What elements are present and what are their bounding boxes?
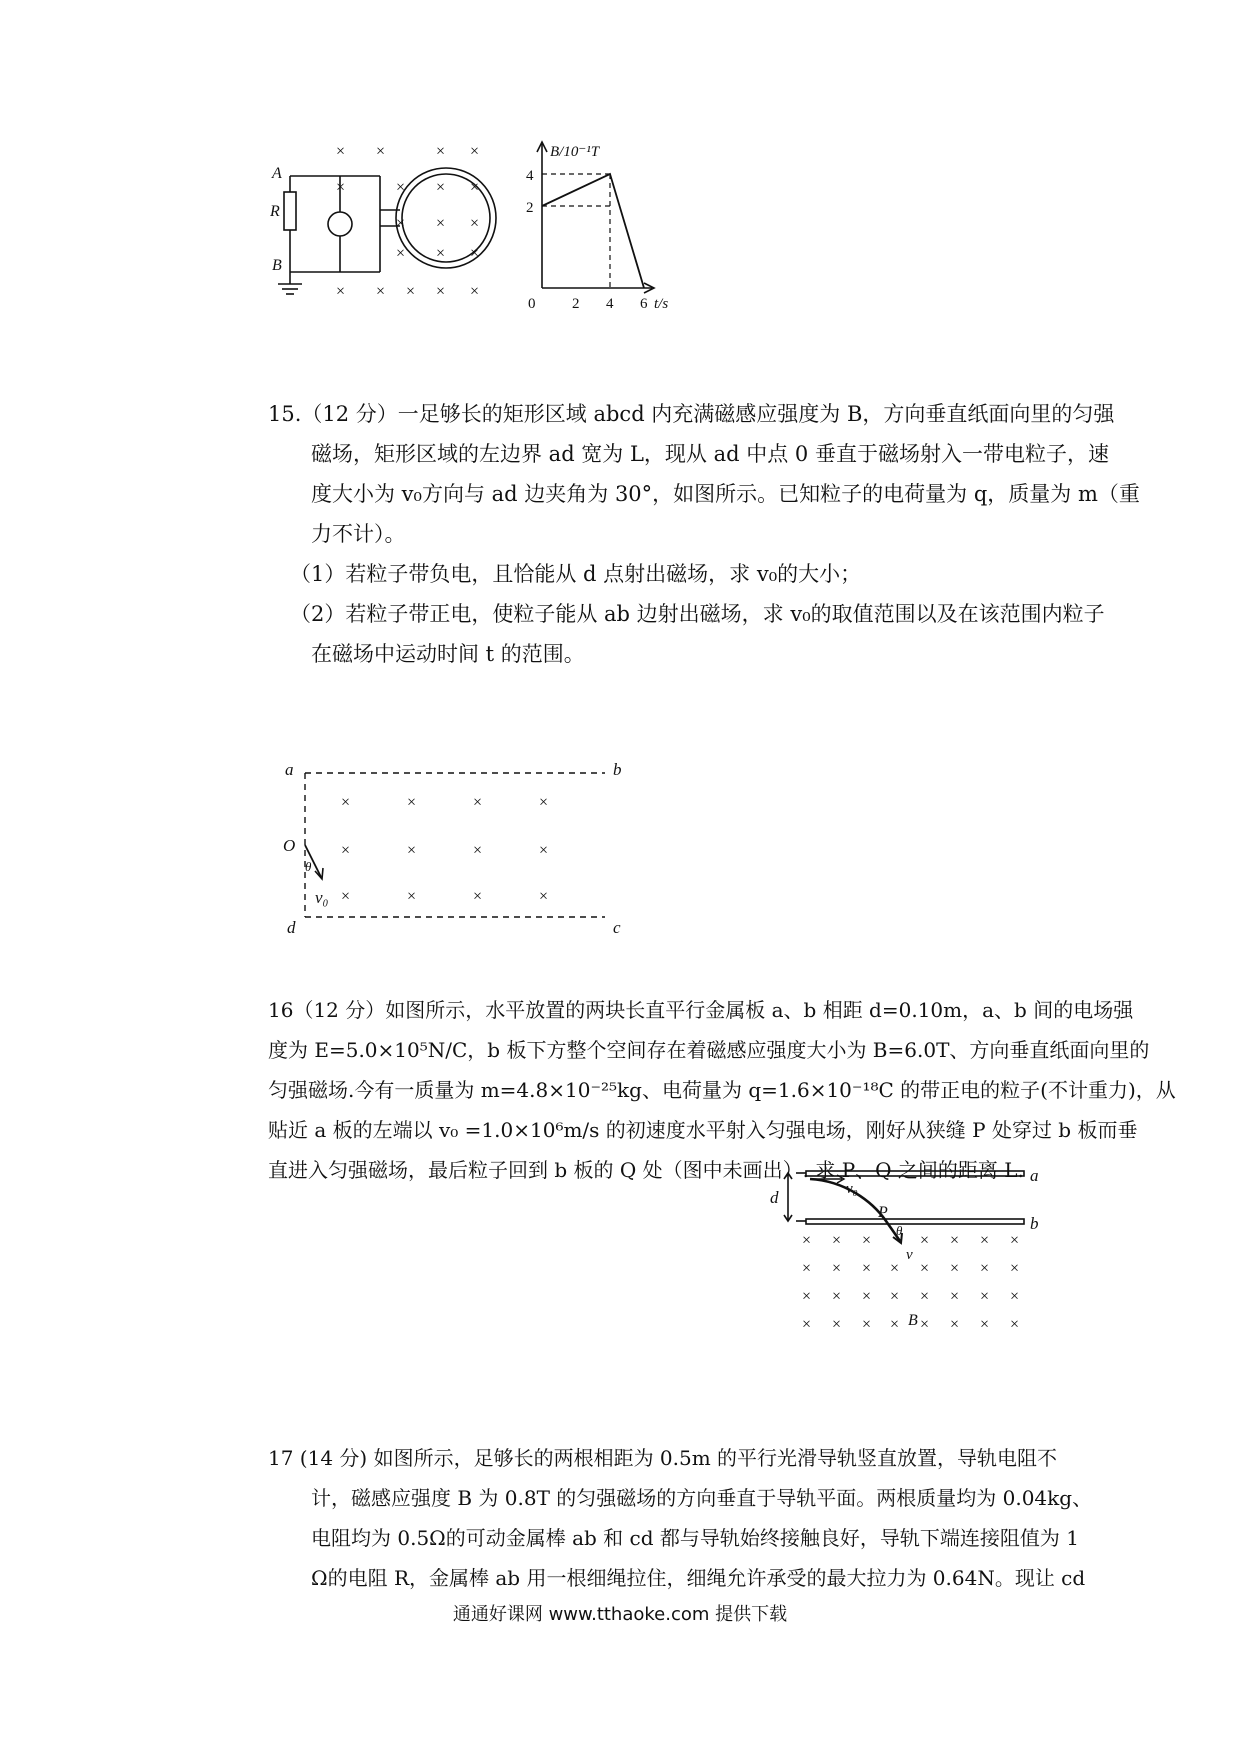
- q15-label-d: d: [287, 918, 296, 937]
- bt-graph-axes: [537, 142, 654, 293]
- bt-x-tick-2: 2: [572, 296, 580, 310]
- bt-graph-guides: [542, 174, 610, 288]
- label-R: R: [270, 203, 280, 220]
- svg-text:×: ×: [470, 215, 480, 232]
- coil-outer: [396, 168, 496, 268]
- svg-text:×: ×: [470, 179, 480, 196]
- resistor-symbol: [284, 192, 296, 230]
- svg-text:×: ×: [341, 842, 351, 859]
- svg-text:×: ×: [436, 283, 446, 300]
- bt-x-axis-label: t/s: [654, 296, 669, 310]
- svg-text:×: ×: [473, 888, 483, 905]
- bt-origin-label: 0: [528, 296, 536, 310]
- q15-label-theta: θ: [305, 859, 312, 874]
- svg-text:×: ×: [1010, 1316, 1020, 1333]
- svg-text:×: ×: [980, 1232, 990, 1249]
- svg-text:×: ×: [862, 1288, 872, 1305]
- q14-field-crosses: [336, 143, 479, 300]
- label-B: B: [272, 257, 282, 274]
- circuit-wires: [278, 168, 496, 294]
- label-A: A: [272, 165, 282, 182]
- q16-label-a: a: [1030, 1166, 1039, 1185]
- q15-line-1: 15.（12 分）一足够长的矩形区域 abcd 内充满磁感应强度为 B，方向垂直纸面向里的匀强: [268, 402, 1115, 426]
- svg-text:×: ×: [862, 1260, 872, 1277]
- svg-text:×: ×: [436, 179, 446, 196]
- question-17: [268, 1438, 1092, 1598]
- q15-label-O: O: [283, 836, 296, 855]
- svg-text:×: ×: [1010, 1288, 1020, 1305]
- q15-label-v0: v₀: [315, 888, 329, 907]
- question-15: [268, 394, 1140, 674]
- svg-text:×: ×: [341, 794, 351, 811]
- q15-part-2-cont: 在磁场中运动时间 t 的范围。: [311, 642, 585, 666]
- bt-y-tick-2: 2: [526, 200, 534, 216]
- q16-line-1: 16（12 分）如图所示，水平放置的两块长直平行金属板 a、b 相距 d=0.10m，a、b 间的电场强: [268, 998, 1134, 1022]
- q17-line-1: 17 (14 分) 如图所示，足够长的两根相距为 0.5m 的平行光滑导轨竖直放置，导轨电阻不: [268, 1446, 1058, 1470]
- svg-text:×: ×: [470, 245, 480, 262]
- q16-label-theta: θ: [896, 1223, 903, 1238]
- svg-text:×: ×: [376, 143, 386, 160]
- bt-x-tick-4: 4: [606, 296, 614, 310]
- q16-line-4: 贴近 a 板的左端以 v₀ =1.0×10⁶m/s 的初速度水平射入匀强电场，刚好从狭缝 P 处穿过 b 板而垂: [268, 1118, 1138, 1142]
- q15-part-1: （1）若粒子带负电，且恰能从 d 点射出磁场，求 v₀的大小；: [290, 562, 862, 586]
- q17-line-3: 电阻均为 0.5Ω的可动金属棒 ab 和 cd 都与导轨始终接触良好，导轨下端连接阻值为 1: [311, 1526, 1079, 1550]
- svg-text:×: ×: [436, 215, 446, 232]
- q14-circuit-figure: [270, 140, 750, 310]
- q16-label-P: P: [878, 1204, 888, 1221]
- q15-rect-field-figure: [275, 755, 655, 955]
- svg-text:×: ×: [407, 842, 417, 859]
- svg-text:×: ×: [920, 1288, 930, 1305]
- svg-text:×: ×: [980, 1288, 990, 1305]
- svg-text:×: ×: [862, 1232, 872, 1249]
- bt-x-tick-6: 6: [640, 296, 648, 310]
- svg-text:×: ×: [890, 1316, 900, 1333]
- q15-line-2: 磁场，矩形区域的左边界 ad 宽为 L，现从 ad 中点 0 垂直于磁场射入一带电粒子，速: [311, 442, 1109, 466]
- svg-text:×: ×: [539, 842, 549, 859]
- svg-text:×: ×: [341, 888, 351, 905]
- svg-text:×: ×: [336, 283, 346, 300]
- bt-y-axis-label: B/10⁻¹T: [550, 144, 600, 160]
- svg-text:×: ×: [396, 245, 406, 262]
- svg-text:×: ×: [832, 1316, 842, 1333]
- svg-text:×: ×: [890, 1260, 900, 1277]
- q16-line-3: 匀强磁场.今有一质量为 m=4.8×10⁻²⁵kg、电荷量为 q=1.6×10⁻¹⁸C 的带正电的粒子(不计重力)，从: [268, 1078, 1176, 1102]
- svg-text:×: ×: [473, 794, 483, 811]
- svg-text:×: ×: [407, 888, 417, 905]
- svg-text:×: ×: [980, 1260, 990, 1277]
- q15-part-2: （2）若粒子带正电，使粒子能从 ab 边射出磁场，求 v₀的取值范围以及在该范围内粒子: [290, 602, 1105, 626]
- svg-text:×: ×: [950, 1232, 960, 1249]
- svg-text:×: ×: [950, 1316, 960, 1333]
- svg-text:×: ×: [336, 179, 346, 196]
- q16-label-v: v: [906, 1247, 913, 1263]
- bt-y-tick-4: 4: [526, 168, 534, 184]
- svg-text:×: ×: [832, 1232, 842, 1249]
- q17-line-4: Ω的电阻 R，金属棒 ab 用一根细绳拉住，细绳允许承受的最大拉力为 0.64N。现让 cd: [311, 1566, 1086, 1590]
- svg-text:×: ×: [802, 1316, 812, 1333]
- svg-text:×: ×: [539, 888, 549, 905]
- svg-text:×: ×: [1010, 1232, 1020, 1249]
- q15-label-c: c: [613, 918, 621, 937]
- q16-line-5: 直进入匀强磁场，最后粒子回到 b 板的 Q 处（图中未画出）. 求 P、Q 之间的距离 L.: [268, 1158, 1024, 1182]
- svg-text:×: ×: [862, 1316, 872, 1333]
- svg-text:×: ×: [470, 283, 480, 300]
- svg-text:×: ×: [832, 1260, 842, 1277]
- svg-text:×: ×: [802, 1232, 812, 1249]
- q15-field-crosses: [341, 794, 548, 905]
- svg-text:×: ×: [980, 1316, 990, 1333]
- svg-text:×: ×: [470, 143, 480, 160]
- svg-text:×: ×: [920, 1260, 930, 1277]
- svg-text:×: ×: [473, 842, 483, 859]
- svg-text:×: ×: [539, 794, 549, 811]
- svg-text:×: ×: [436, 245, 446, 262]
- svg-text:×: ×: [396, 215, 406, 232]
- svg-text:×: ×: [336, 143, 346, 160]
- galvanometer-symbol: [328, 212, 352, 236]
- svg-text:×: ×: [920, 1232, 930, 1249]
- plate-b: [806, 1219, 1024, 1224]
- svg-text:×: ×: [406, 283, 416, 300]
- question-16: [268, 990, 1176, 1190]
- svg-text:×: ×: [376, 283, 386, 300]
- q16-label-B: B: [908, 1312, 918, 1329]
- svg-text:×: ×: [950, 1260, 960, 1277]
- q16-plates-field-figure: [760, 1165, 1060, 1340]
- svg-text:×: ×: [832, 1288, 842, 1305]
- svg-text:×: ×: [802, 1260, 812, 1277]
- q16-label-v0: v₀: [846, 1181, 858, 1197]
- bt-graph-line: [542, 174, 644, 288]
- svg-text:×: ×: [950, 1288, 960, 1305]
- q16-label-b: b: [1030, 1214, 1039, 1233]
- svg-text:×: ×: [407, 794, 417, 811]
- svg-text:×: ×: [802, 1288, 812, 1305]
- page-footer: 通通好课网 www.tthaoke.com 提供下载: [452, 1604, 788, 1625]
- q16-label-d: d: [770, 1188, 779, 1207]
- q16-line-2: 度为 E=5.0×10⁵N/C，b 板下方整个空间存在着磁感应强度大小为 B=6.0T、方向垂直纸面向里的: [268, 1038, 1150, 1062]
- q15-line-4: 力不计）。: [311, 522, 406, 546]
- q15-label-b: b: [613, 760, 622, 779]
- svg-text:×: ×: [890, 1288, 900, 1305]
- svg-text:×: ×: [1010, 1260, 1020, 1277]
- svg-text:×: ×: [920, 1316, 930, 1333]
- q15-line-3: 度大小为 v₀方向与 ad 边夹角为 30°，如图所示。已知粒子的电荷量为 q，质量为 m（重: [311, 482, 1140, 506]
- svg-text:×: ×: [396, 179, 406, 196]
- q15-label-a: a: [285, 760, 294, 779]
- svg-text:×: ×: [436, 143, 446, 160]
- q17-line-2: 计，磁感应强度 B 为 0.8T 的匀强磁场的方向垂直于导轨平面。两根质量均为 0.04kg、: [311, 1486, 1093, 1510]
